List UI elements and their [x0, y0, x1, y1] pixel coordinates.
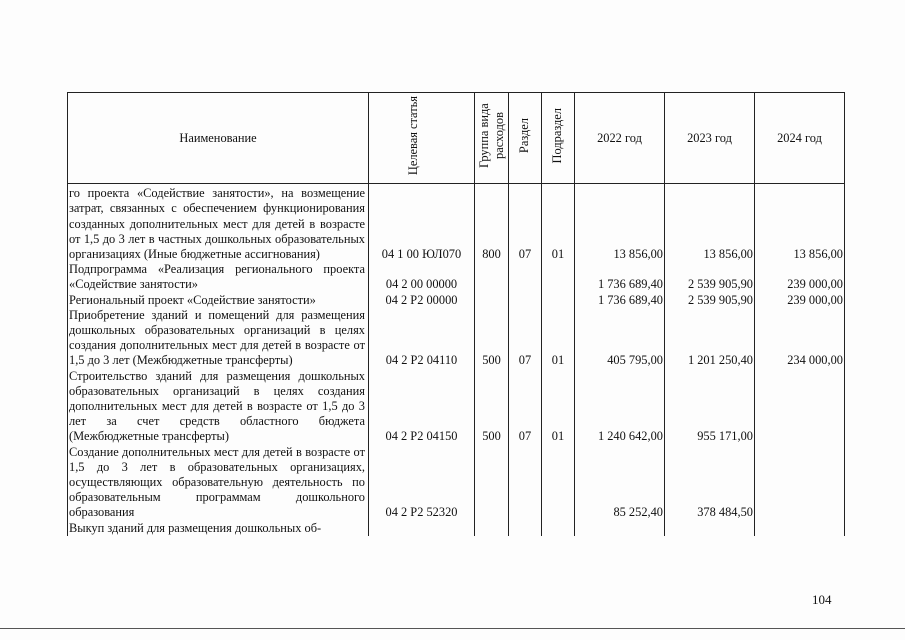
- row-code: 04 2 Р2 52320: [369, 445, 475, 521]
- row-group: 500: [475, 369, 509, 445]
- row-2024: 239 000,00: [755, 293, 845, 308]
- header-name-label: Наименование: [179, 130, 257, 145]
- row-2022: 13 856,00: [575, 184, 665, 263]
- header-group-label: Группа вида расходов: [476, 103, 506, 169]
- header-group: [475, 93, 509, 184]
- row-2024: 239 000,00: [755, 262, 845, 292]
- row-section: 07: [509, 308, 542, 369]
- row-2023: 2 539 905,90: [665, 293, 755, 308]
- row-subsection: 01: [542, 184, 575, 263]
- row-subsection: [542, 293, 575, 308]
- row-code: [369, 521, 475, 536]
- row-2023: 2 539 905,90: [665, 262, 755, 292]
- budget-table: [67, 92, 845, 536]
- row-subsection: [542, 521, 575, 536]
- row-group: [475, 262, 509, 292]
- row-subsection: 01: [542, 308, 575, 369]
- row-group: [475, 445, 509, 521]
- row-name: Выкуп зданий для размещения дошкольных об-: [68, 521, 369, 536]
- row-section: [509, 262, 542, 292]
- table-row: [68, 308, 845, 369]
- row-2023: 378 484,50: [665, 445, 755, 521]
- header-2023-label: 2023 год: [687, 130, 732, 145]
- header-name: [68, 93, 369, 184]
- row-2024: [755, 369, 845, 445]
- header-2022-label: 2022 год: [597, 130, 642, 145]
- row-group: 500: [475, 308, 509, 369]
- row-2022: [575, 521, 665, 536]
- header-subsection: [542, 93, 575, 184]
- header-section-label: Раздел: [517, 118, 532, 154]
- page-number: 104: [812, 592, 832, 607]
- row-name: Приобретение зданий и помещений для размещения дошкольных образовательных организаций в целях создания дополнительных мест для детей в возрасте от 1,5 до 3 лет (Межбюджетные трансферты): [68, 308, 369, 369]
- row-subsection: [542, 445, 575, 521]
- row-2022: 405 795,00: [575, 308, 665, 369]
- row-2022: 85 252,40: [575, 445, 665, 521]
- row-code: 04 2 Р2 04150: [369, 369, 475, 445]
- row-section: [509, 293, 542, 308]
- row-group: [475, 293, 509, 308]
- row-code: 04 2 Р2 00000: [369, 293, 475, 308]
- header-2022: [575, 93, 665, 184]
- table-header: [68, 93, 845, 184]
- bottom-rule: [0, 628, 905, 629]
- row-name: Подпрограмма «Реализация регионального проекта «Содействие занятости»: [68, 262, 369, 292]
- row-code: 04 1 00 ЮЛ070: [369, 184, 475, 263]
- header-section: [509, 93, 542, 184]
- row-section: [509, 445, 542, 521]
- header-subsection-label: Подраздел: [550, 108, 565, 164]
- header-2023: [665, 93, 755, 184]
- row-2024: 234 000,00: [755, 308, 845, 369]
- row-2023: 1 201 250,40: [665, 308, 755, 369]
- row-section: 07: [509, 369, 542, 445]
- row-section: 07: [509, 184, 542, 263]
- table-body: [68, 184, 845, 536]
- row-2022: 1 240 642,00: [575, 369, 665, 445]
- table-row: [68, 445, 845, 521]
- row-2022: 1 736 689,40: [575, 262, 665, 292]
- row-section: [509, 521, 542, 536]
- row-group: [475, 521, 509, 536]
- table-row: [68, 293, 845, 308]
- table-row: [68, 184, 845, 263]
- row-subsection: 01: [542, 369, 575, 445]
- row-name: го проекта «Содействие занятости», на возмещение затрат, связанных с обеспечением функционирования созданных дополнительных мест для детей в возрасте от 1,5 до 3 лет в частных дошкольных образовательных организациях (Иные бюджетные ассигнования): [68, 184, 369, 263]
- table-row: [68, 262, 845, 292]
- row-2024: 13 856,00: [755, 184, 845, 263]
- table-row: [68, 521, 845, 536]
- row-name: Строительство зданий для размещения дошкольных образовательных организаций в целях создания дополнительных мест для детей в возрасте от 1,5 до 3 лет за счет средств областного бюджета (Межбюджетные трансферты): [68, 369, 369, 445]
- row-2024: [755, 521, 845, 536]
- row-name: Создание дополнительных мест для детей в возрасте от 1,5 до 3 лет в образовательных организациях, осуществляющих образовательную деятельность по образовательным программам дошкольного образования: [68, 445, 369, 521]
- row-2024: [755, 445, 845, 521]
- row-name: Региональный проект «Содействие занятости»: [68, 293, 369, 308]
- header-target-label: Целевая статья: [405, 96, 420, 176]
- header-2024: [755, 93, 845, 184]
- row-2023: [665, 521, 755, 536]
- row-2022: 1 736 689,40: [575, 293, 665, 308]
- header-target: [369, 93, 475, 184]
- row-code: 04 2 Р2 04110: [369, 308, 475, 369]
- header-2024-label: 2024 год: [777, 130, 822, 145]
- row-subsection: [542, 262, 575, 292]
- row-group: 800: [475, 184, 509, 263]
- row-2023: 955 171,00: [665, 369, 755, 445]
- row-code: 04 2 00 00000: [369, 262, 475, 292]
- table-row: [68, 369, 845, 445]
- row-2023: 13 856,00: [665, 184, 755, 263]
